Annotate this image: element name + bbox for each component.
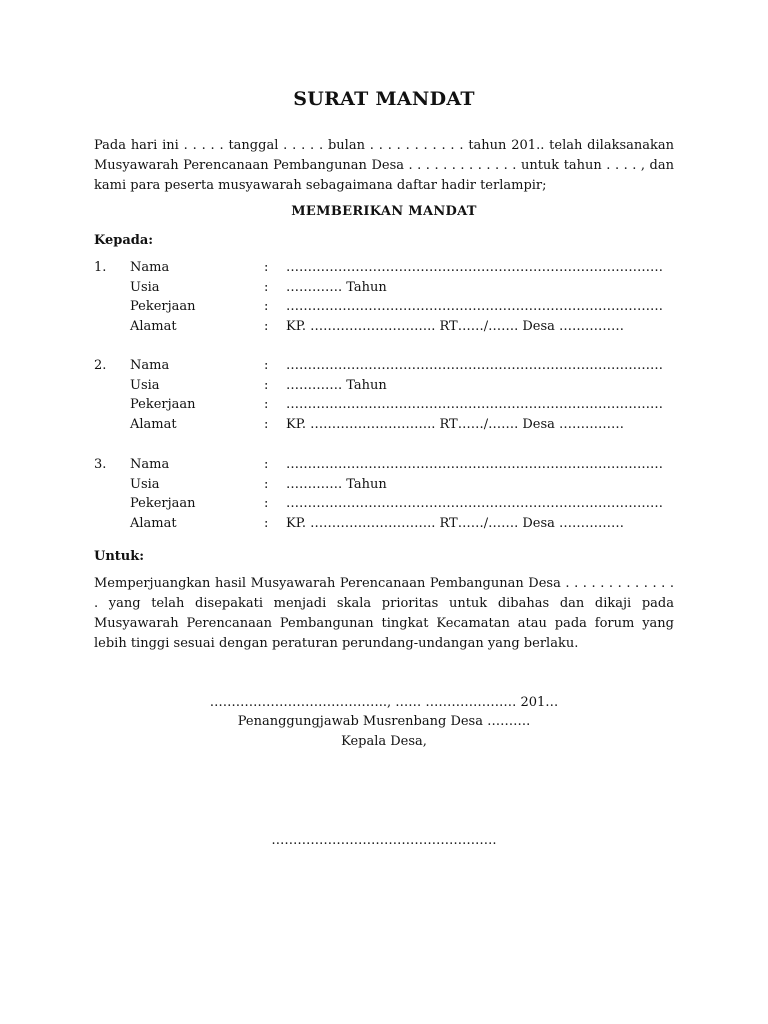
person-row-pekerjaan (94, 494, 674, 514)
field-colon: : (264, 397, 269, 413)
field-label: Nama (130, 358, 170, 373)
field-label: Alamat (130, 319, 177, 335)
field-colon: : (264, 299, 269, 315)
purpose-paragraph: Memperjuangkan hasil Musyawarah Perencanaan Pembangunan Desa . . . . . . . . . . . . . . yang telah disepakati menjadi skala prioritas untuk dibahas dan dikaji pada Musyawarah Perencanaan Pembangunan tingkat Kecamatan atau pada forum yang lebih tinggi sesuai dengan peraturan perundang-undangan yang berlaku. (94, 576, 674, 651)
field-value-blank: …………………………………………………………………………… (286, 457, 663, 472)
person-row-alamat (94, 514, 674, 534)
field-colon: : (264, 516, 269, 532)
mandate-heading: MEMBERIKAN MANDAT (291, 204, 477, 219)
field-label: Nama (130, 457, 170, 472)
field-colon: : (264, 260, 269, 275)
field-label: Pekerjaan (130, 299, 196, 315)
field-label: Usia (130, 476, 160, 492)
person-entry-3 (94, 455, 674, 534)
field-value-blank: …………………………………………………………………………… (286, 299, 663, 315)
person-row-pekerjaan (94, 395, 674, 415)
field-colon: : (264, 457, 269, 472)
field-label: Alamat (130, 417, 177, 433)
signer-title: Penanggungjawab Musrenbang Desa ………. (237, 714, 531, 729)
field-value-blank: …………. Tahun (286, 279, 387, 295)
field-colon: : (264, 358, 269, 373)
field-colon: : (264, 417, 269, 433)
intro-paragraph: Pada hari ini . . . . . tanggal . . . . . bulan . . . . . . . . . . . tahun 201.. telah dilaksanakan Musyawarah Perencanaan Pembangunan Desa . . . . . . . . . . . . . untuk tahun . . . . , dan kami para peserta musyawarah sebagaimana daftar hadir terlampir; (94, 138, 674, 193)
kepada-label: Kepada: (94, 233, 154, 248)
field-colon: : (264, 496, 269, 512)
person-row-nama (94, 258, 674, 278)
field-colon: : (264, 279, 269, 295)
field-label: Pekerjaan (130, 496, 196, 512)
field-value-blank: …………………………………………………………………………… (286, 397, 663, 413)
person-entry-2 (94, 356, 674, 435)
field-value-blank: KP. ……………………….. RT……/……. Desa …………… (286, 319, 625, 335)
document-title: SURAT MANDAT (293, 88, 475, 110)
field-value-blank: …………. Tahun (286, 377, 387, 393)
field-colon: : (264, 377, 269, 393)
person-number: 1. (94, 260, 107, 275)
person-row-usia (94, 376, 674, 396)
field-label: Usia (130, 279, 160, 295)
field-value-blank: …………………………………………………………………………… (286, 260, 663, 275)
person-row-alamat (94, 317, 674, 337)
field-colon: : (264, 319, 269, 335)
field-label: Pekerjaan (130, 397, 196, 413)
person-row-nama (94, 356, 674, 376)
person-number: 2. (94, 358, 107, 373)
field-label: Alamat (130, 516, 177, 532)
person-row-alamat (94, 415, 674, 435)
person-row-nama (94, 455, 674, 475)
person-entry-1 (94, 258, 674, 337)
field-value-blank: KP. ……………………….. RT……/……. Desa …………… (286, 417, 625, 433)
field-label: Nama (130, 260, 170, 275)
field-colon: : (264, 476, 269, 492)
field-value-blank: …………. Tahun (286, 476, 387, 492)
field-value-blank: …………………………………………………………………………… (286, 358, 663, 373)
person-row-usia (94, 475, 674, 495)
signature-line: ……………………………………………. (271, 833, 497, 848)
field-value-blank: KP. ……………………….. RT……/……. Desa …………… (286, 516, 625, 532)
person-number: 3. (94, 457, 107, 472)
place-date-line: ………………………………….., …… ………………… 201… (209, 695, 559, 710)
field-label: Usia (130, 377, 160, 393)
untuk-label: Untuk: (94, 549, 145, 564)
person-row-usia (94, 278, 674, 298)
signer-role: Kepala Desa, (341, 734, 427, 749)
person-row-pekerjaan (94, 297, 674, 317)
field-value-blank: …………………………………………………………………………… (286, 496, 663, 512)
